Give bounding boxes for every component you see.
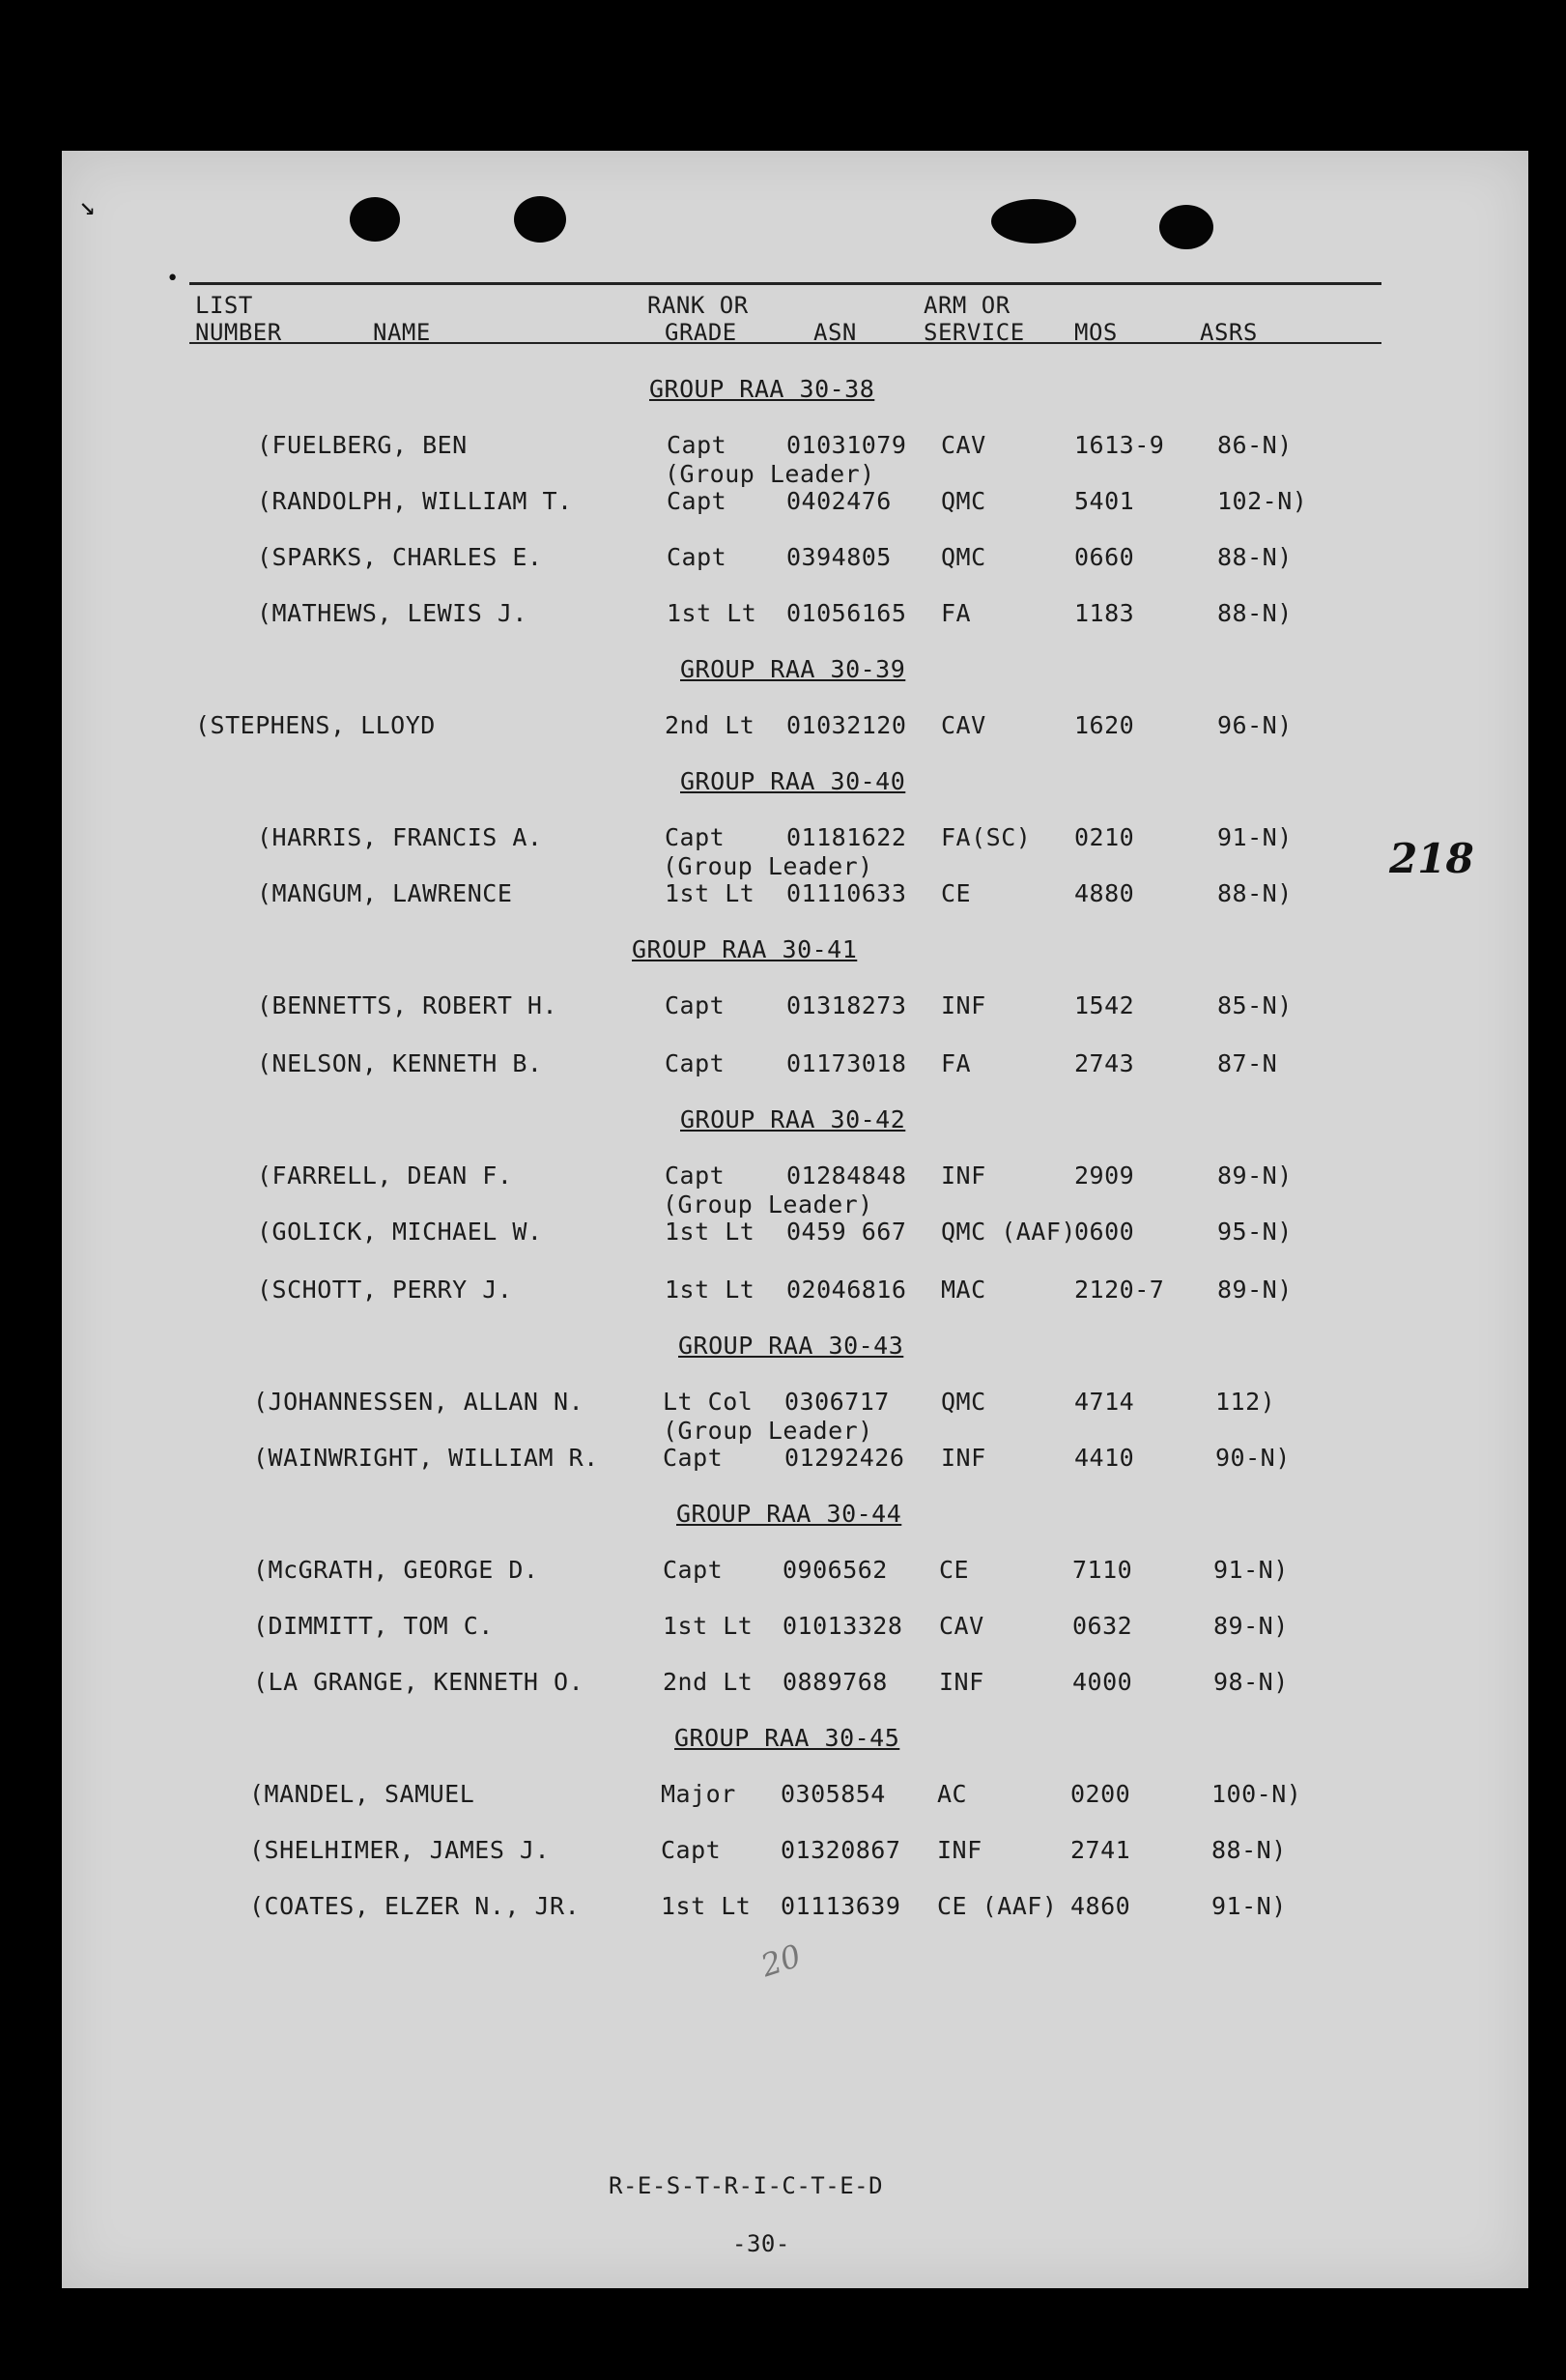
group-title: GROUP RAA 30-41 — [632, 935, 858, 963]
arm: CAV — [941, 431, 986, 459]
mos: 0632 — [1072, 1612, 1133, 1640]
officer-name: (BENNETTS, ROBERT H. — [257, 991, 558, 1019]
rank: Capt — [661, 1836, 722, 1864]
officer-name: (MANDEL, SAMUEL — [249, 1780, 475, 1808]
punch-hole — [514, 196, 566, 243]
group-title: GROUP RAA 30-38 — [649, 375, 875, 403]
rank: Capt — [663, 1444, 724, 1472]
rank: Capt — [665, 823, 726, 851]
arm: CE (AAF) — [937, 1892, 1058, 1920]
asrs: 112) — [1215, 1388, 1276, 1416]
header-grade: GRADE — [665, 319, 737, 346]
header-top-rule — [189, 282, 1381, 285]
rank: 1st Lt — [665, 1276, 755, 1304]
asrs: 88-N) — [1217, 879, 1293, 907]
punch-hole — [1159, 205, 1213, 249]
arm: INF — [941, 1444, 986, 1472]
asrs: 95-N) — [1217, 1218, 1293, 1246]
asn: 01113639 — [781, 1892, 901, 1920]
punch-hole — [991, 199, 1076, 244]
mos: 4000 — [1072, 1668, 1133, 1696]
officer-name: (HARRIS, FRANCIS A. — [257, 823, 543, 851]
officer-name: (STEPHENS, LLOYD — [195, 711, 436, 739]
group-title: GROUP RAA 30-45 — [674, 1724, 900, 1752]
rank: Capt — [665, 1049, 726, 1077]
asrs: 102-N) — [1217, 487, 1308, 515]
mos: 0200 — [1070, 1780, 1131, 1808]
asn: 0906562 — [783, 1556, 888, 1584]
arm: CAV — [939, 1612, 984, 1640]
header-asrs: ASRS — [1200, 319, 1258, 346]
mos: 1620 — [1074, 711, 1135, 739]
asn: 01032120 — [786, 711, 907, 739]
header-asn: ASN — [813, 319, 857, 346]
mos: 4714 — [1074, 1388, 1135, 1416]
asrs: 91-N) — [1213, 1556, 1289, 1584]
asrs: 88-N) — [1211, 1836, 1287, 1864]
rank: 1st Lt — [665, 1218, 755, 1246]
mos: 5401 — [1074, 487, 1135, 515]
group-leader-note: (Group Leader) — [663, 1417, 873, 1445]
asn: 0459 667 — [786, 1218, 907, 1246]
asn: 0306717 — [784, 1388, 890, 1416]
asrs: 89-N) — [1217, 1276, 1293, 1304]
officer-name: (SCHOTT, PERRY J. — [257, 1276, 513, 1304]
officer-name: (FUELBERG, BEN — [257, 431, 468, 459]
header-rank: RANK OR — [647, 292, 749, 319]
asn: 0305854 — [781, 1780, 886, 1808]
rank: 1st Lt — [661, 1892, 752, 1920]
arm: AC — [937, 1780, 968, 1808]
page-stamp-number: 218 — [1389, 835, 1474, 882]
officer-name: (FARRELL, DEAN F. — [257, 1161, 513, 1190]
asrs: 91-N) — [1217, 823, 1293, 851]
rank: Lt Col — [663, 1388, 754, 1416]
mos: 7110 — [1072, 1556, 1133, 1584]
rank: 1st Lt — [663, 1612, 754, 1640]
header-bottom-rule — [189, 342, 1381, 344]
officer-name: (RANDOLPH, WILLIAM T. — [257, 487, 573, 515]
mos: 2909 — [1074, 1161, 1135, 1190]
arm: INF — [939, 1668, 984, 1696]
asn: 01056165 — [786, 599, 907, 627]
mos: 0600 — [1074, 1218, 1135, 1246]
arm: QMC — [941, 543, 986, 571]
asrs: 98-N) — [1213, 1668, 1289, 1696]
mos: 1183 — [1074, 599, 1135, 627]
mos: 4880 — [1074, 879, 1135, 907]
header-name: NAME — [373, 319, 431, 346]
arm: INF — [937, 1836, 982, 1864]
rank: 2nd Lt — [663, 1668, 754, 1696]
asrs: 90-N) — [1215, 1444, 1291, 1472]
header-list: LIST — [195, 292, 253, 319]
officer-name: (GOLICK, MICHAEL W. — [257, 1218, 543, 1246]
officer-name: (McGRATH, GEORGE D. — [253, 1556, 539, 1584]
mos: 4860 — [1070, 1892, 1131, 1920]
rank: Major — [661, 1780, 736, 1808]
arm: CE — [941, 879, 972, 907]
asn: 01292426 — [784, 1444, 905, 1472]
officer-name: (COATES, ELZER N., JR. — [249, 1892, 581, 1920]
group-leader-note: (Group Leader) — [663, 1190, 873, 1219]
officer-name: (SHELHIMER, JAMES J. — [249, 1836, 551, 1864]
group-title: GROUP RAA 30-40 — [680, 767, 906, 795]
rank: Capt — [665, 991, 726, 1019]
arm: FA — [941, 599, 972, 627]
mos: 1613-9 — [1074, 431, 1165, 459]
asn: 01031079 — [786, 431, 907, 459]
mos: 2741 — [1070, 1836, 1131, 1864]
rank: Capt — [667, 431, 727, 459]
asn: 01173018 — [786, 1049, 907, 1077]
asn: 01181622 — [786, 823, 907, 851]
officer-name: (SPARKS, CHARLES E. — [257, 543, 543, 571]
asn: 02046816 — [786, 1276, 907, 1304]
mos: 0210 — [1074, 823, 1135, 851]
arm: INF — [941, 991, 986, 1019]
mos: 4410 — [1074, 1444, 1135, 1472]
rank: 1st Lt — [665, 879, 755, 907]
rank: Capt — [663, 1556, 724, 1584]
punch-hole — [350, 197, 400, 242]
group-title: GROUP RAA 30-43 — [678, 1332, 904, 1360]
rank: Capt — [665, 1161, 726, 1190]
officer-name: (NELSON, KENNETH B. — [257, 1049, 543, 1077]
arm: FA(SC) — [941, 823, 1032, 851]
asn: 0394805 — [786, 543, 892, 571]
handwritten-note: 20 — [756, 1936, 806, 1985]
header-number: NUMBER — [195, 319, 282, 346]
asrs: 86-N) — [1217, 431, 1293, 459]
officer-name: (JOHANNESSEN, ALLAN N. — [253, 1388, 584, 1416]
header-service: SERVICE — [924, 319, 1025, 346]
mos: 1542 — [1074, 991, 1135, 1019]
asrs: 85-N) — [1217, 991, 1293, 1019]
group-title: GROUP RAA 30-39 — [680, 655, 906, 683]
asrs: 89-N) — [1217, 1161, 1293, 1190]
asn: 01013328 — [783, 1612, 903, 1640]
arm: QMC — [941, 487, 986, 515]
mos: 0660 — [1074, 543, 1135, 571]
asrs: 96-N) — [1217, 711, 1293, 739]
asn: 01320867 — [781, 1836, 901, 1864]
corner-mark: ↘ — [79, 189, 96, 221]
arm: MAC — [941, 1276, 986, 1304]
restricted-label: R-E-S-T-R-I-C-T-E-D — [609, 2172, 884, 2199]
officer-name: (MATHEWS, LEWIS J. — [257, 599, 527, 627]
group-leader-note: (Group Leader) — [665, 460, 875, 488]
asrs: 100-N) — [1211, 1780, 1302, 1808]
asn: 0402476 — [786, 487, 892, 515]
arm: QMC (AAF) — [941, 1218, 1076, 1246]
officer-name: (DIMMITT, TOM C. — [253, 1612, 494, 1640]
group-title: GROUP RAA 30-44 — [676, 1500, 902, 1528]
asrs: 88-N) — [1217, 599, 1293, 627]
dot-mark: • — [166, 267, 180, 291]
arm: FA — [941, 1049, 972, 1077]
group-title: GROUP RAA 30-42 — [680, 1105, 906, 1133]
header-mos: MOS — [1074, 319, 1118, 346]
arm: QMC — [941, 1388, 986, 1416]
asn: 01110633 — [786, 879, 907, 907]
rank: 1st Lt — [667, 599, 757, 627]
mos: 2743 — [1074, 1049, 1135, 1077]
rank: Capt — [667, 487, 727, 515]
officer-name: (MANGUM, LAWRENCE — [257, 879, 513, 907]
arm: CE — [939, 1556, 970, 1584]
asn: 01318273 — [786, 991, 907, 1019]
page-number: -30- — [732, 2230, 790, 2257]
asn: 01284848 — [786, 1161, 907, 1190]
rank: Capt — [667, 543, 727, 571]
officer-name: (LA GRANGE, KENNETH O. — [253, 1668, 584, 1696]
arm: CAV — [941, 711, 986, 739]
arm: INF — [941, 1161, 986, 1190]
mos: 2120-7 — [1074, 1276, 1165, 1304]
rank: 2nd Lt — [665, 711, 755, 739]
officer-name: (WAINWRIGHT, WILLIAM R. — [253, 1444, 599, 1472]
asrs: 88-N) — [1217, 543, 1293, 571]
header-arm: ARM OR — [924, 292, 1011, 319]
group-leader-note: (Group Leader) — [663, 852, 873, 880]
asn: 0889768 — [783, 1668, 888, 1696]
asrs: 91-N) — [1211, 1892, 1287, 1920]
asrs: 87-N — [1217, 1049, 1278, 1077]
asrs: 89-N) — [1213, 1612, 1289, 1640]
